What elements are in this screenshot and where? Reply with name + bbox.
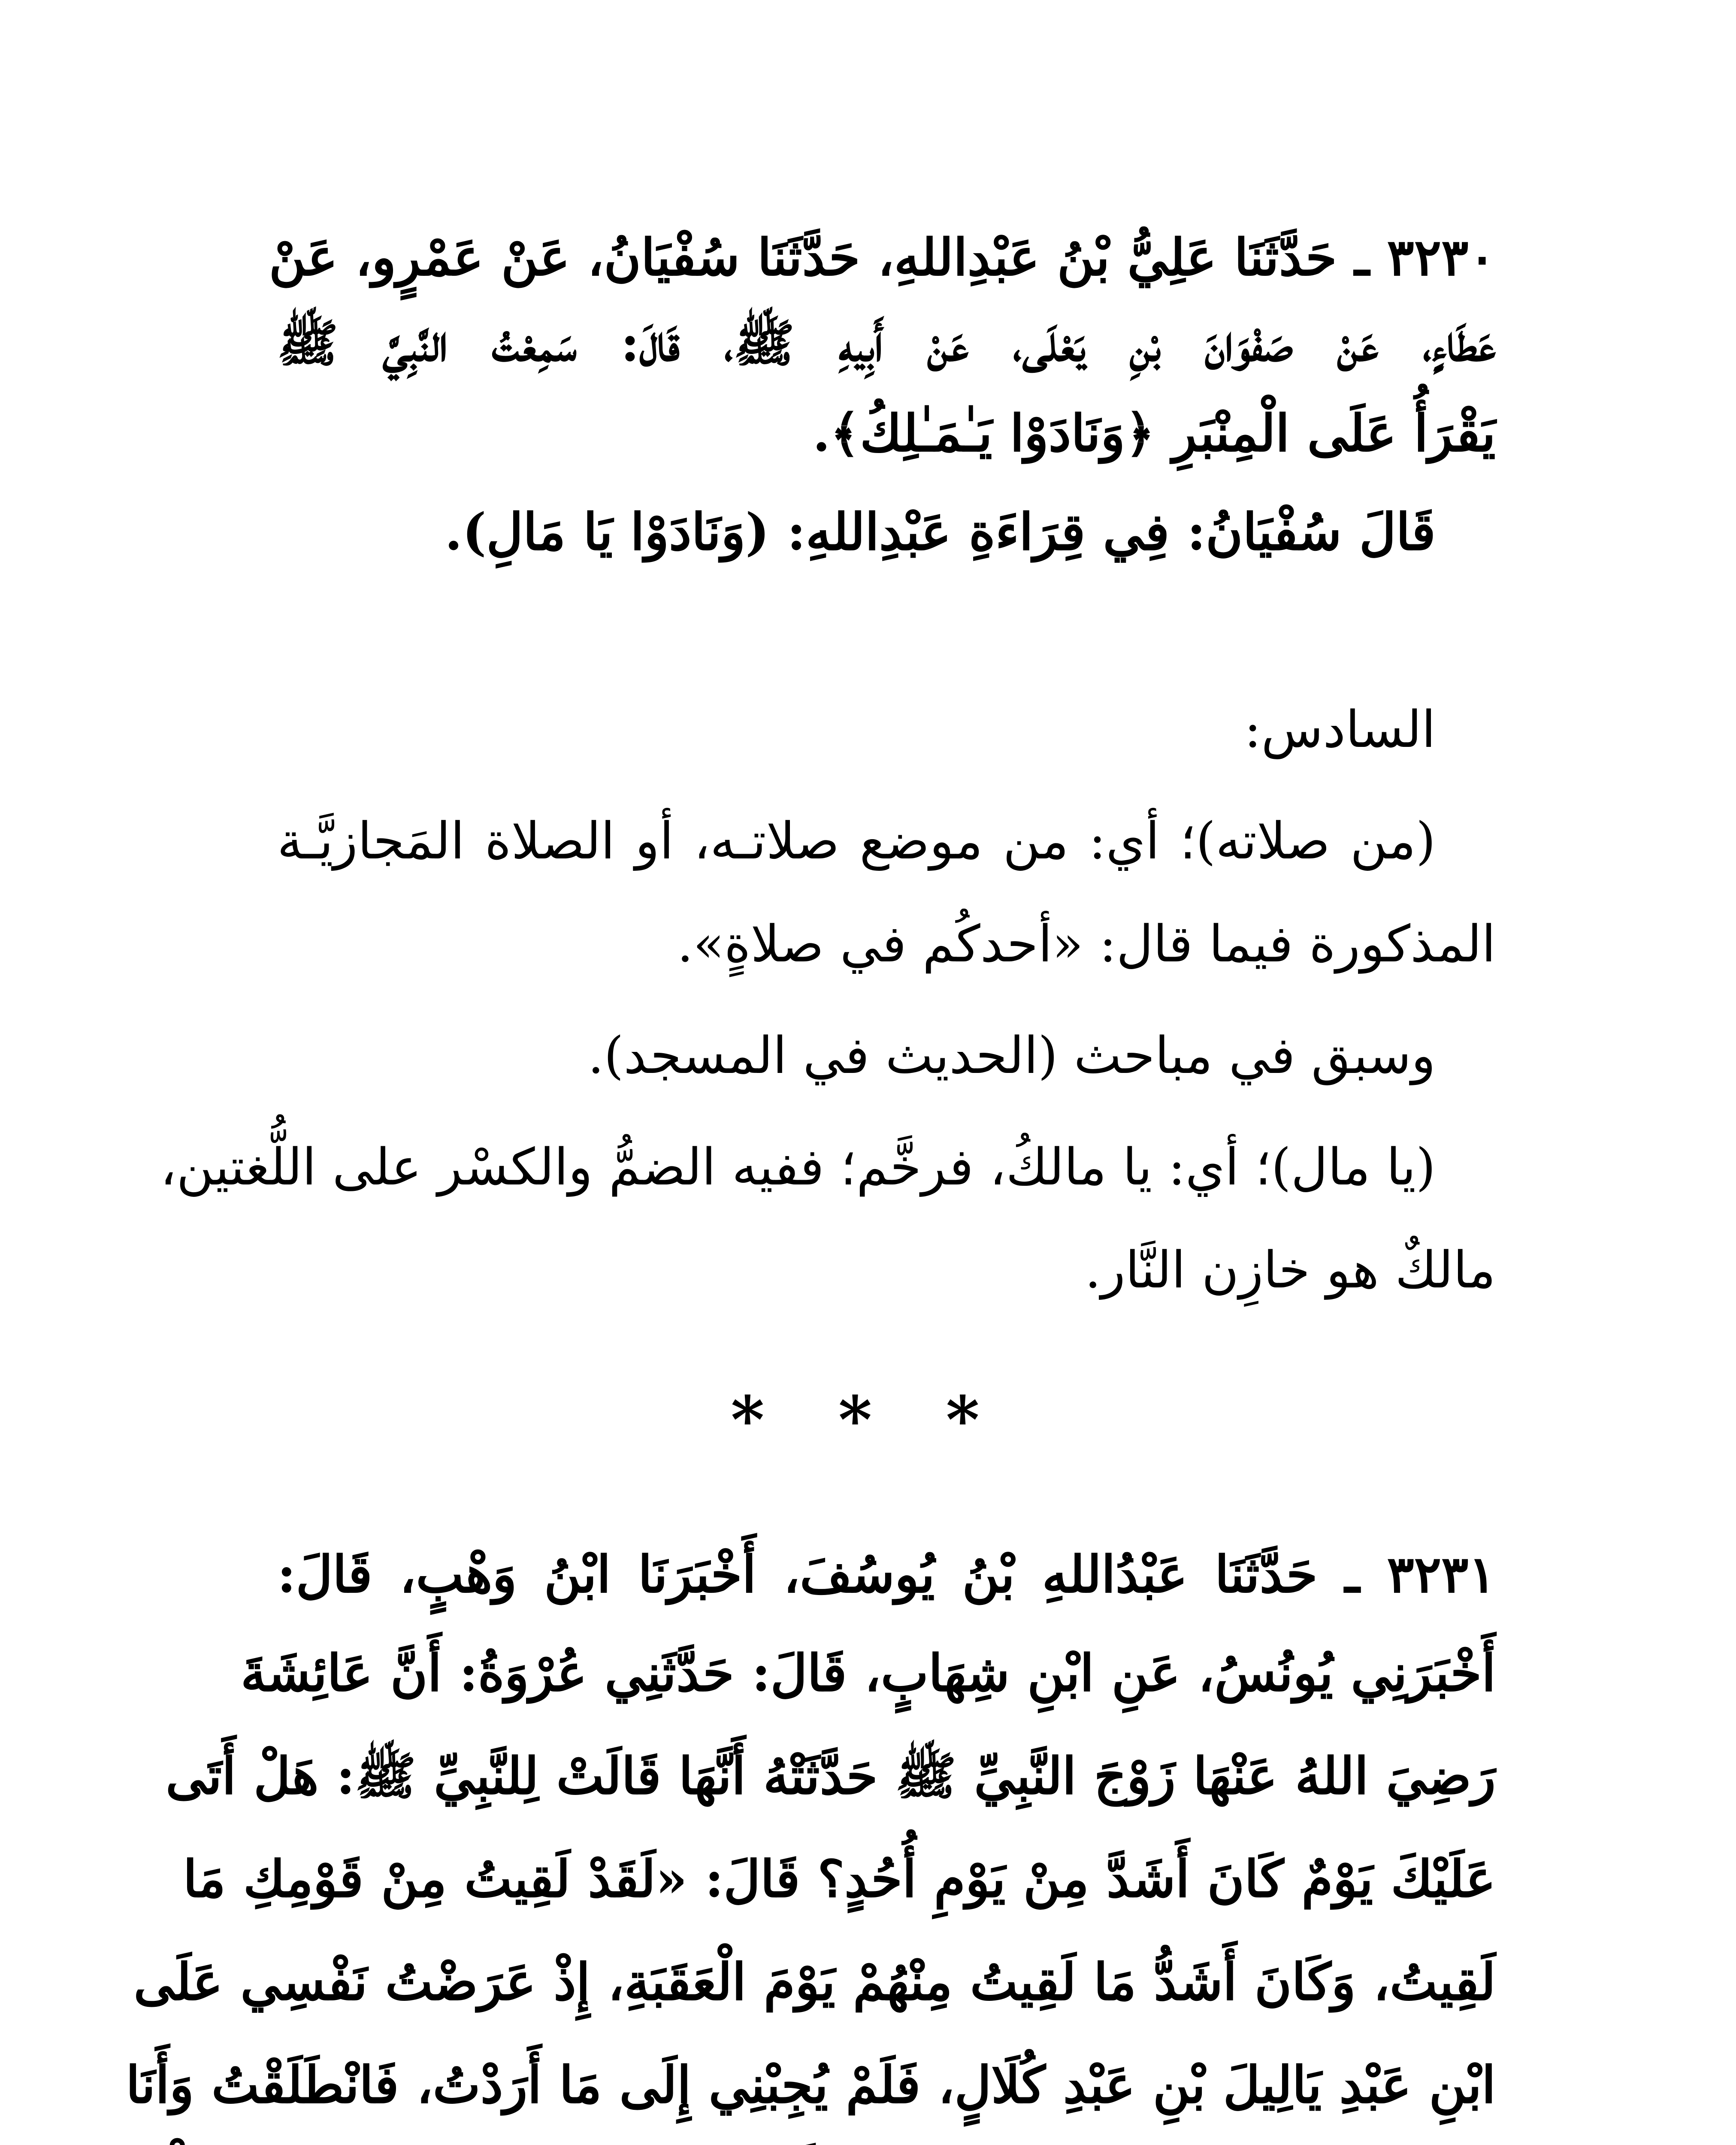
hadith-3230-line-2: عَطَاءٍ، عَنْ صَفْوَانَ بْنِ يَعْلَى، عَنْ أَبِيهِ ﷺ، قَالَ: سَمِعْتُ النَّبِيَّ ﷺ — [277, 313, 1496, 373]
commentary-line-2: المذكورة فيما قال: «أحدكُم في صلاةٍ». — [677, 914, 1496, 973]
commentary-line-5: مالكٌ هو خازِن النَّار. — [1085, 1240, 1496, 1299]
hadith-3230-line-1: ٣٢٣٠ ـ حَدَّثَنَا عَلِيُّ بْنُ عَبْدِاللهِ، حَدَّثَنَا سُفْيَانُ، عَنْ عَمْرٍو، عَنْ — [269, 227, 1496, 287]
commentary-line-3: وسبق في مباحث (الحديث في المسجد). — [588, 1026, 1436, 1085]
commentary-line-4: (يا مال)؛ أي: يا مالكُ، فرخَّم؛ ففيه الضمُّ والكسْر على اللُّغتين، — [160, 1137, 1436, 1196]
hadith-3231-line-5: لَقِيتُ، وَكَانَ أَشَدُّ مَا لَقِيتُ مِنْهُمْ يَوْمَ الْعَقَبَةِ، إِذْ عَرَضْتُ نَفْسِي عَلَى — [133, 1952, 1496, 2012]
hadith-3231-line-1: ٣٢٣١ ـ حَدَّثَنَا عَبْدُاللهِ بْنُ يُوسُفَ، أَخْبَرَنَا ابْنُ وَهْبٍ، قَالَ: — [277, 1544, 1496, 1604]
hadith-3230-line-3: يَقْرَأُ عَلَى الْمِنْبَرِ ﴿وَنَادَوْا يَـٰمَـٰلِكُ﴾. — [812, 403, 1496, 463]
hadith-3231-line-2: أَخْبَرَنِي يُونُسُ، عَنِ ابْنِ شِهَابٍ، قَالَ: حَدَّثَنِي عُرْوَةُ: أَنَّ عَائِشَةَ — [241, 1643, 1496, 1703]
hadith-3231-line-4: عَلَيْكَ يَوْمٌ كَانَ أَشَدَّ مِنْ يَوْمِ أُحُدٍ؟ قَالَ: «لَقَدْ لَقِيتُ مِنْ قَوْمِكِ مَا — [183, 1849, 1496, 1909]
section-separator: * * * — [731, 1382, 1005, 1458]
hadith-3231-line-6: ابْنِ عَبْدِ يَالِيلَ بْنِ عَبْدِ كُلَالٍ، فَلَمْ يُجِبْنِي إِلَى مَا أَرَدْتُ، فَانْطَلَقْتُ وَأَنَا — [126, 2055, 1496, 2115]
commentary-heading: السادس: — [1244, 700, 1436, 759]
commentary-line-1: (من صلاته)؛ أي: من موضع صلاتـه، أو الصلاة المَجازيَّـة — [277, 811, 1436, 870]
hadith-3230-line-4: قَالَ سُفْيَانُ: فِي قِرَاءَةِ عَبْدِاللهِ: (وَنَادَوْا يَا مَالِ). — [445, 502, 1436, 562]
hadith-3231-line-3: رَضِيَ اللهُ عَنْهَا زَوْجَ النَّبِيِّ ﷺ حَدَّثَتْهُ أَنَّهَا قَالَتْ لِلنَّبِيِّ ﷺ: هَلْ أَتَى — [166, 1746, 1496, 1806]
